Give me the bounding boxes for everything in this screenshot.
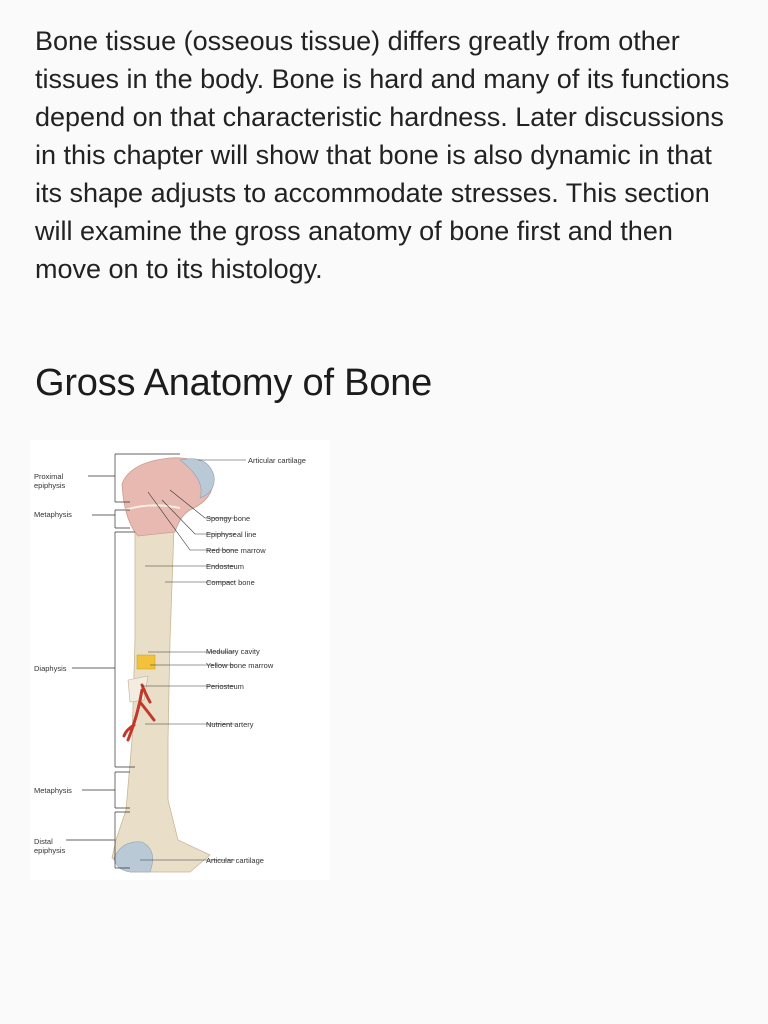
label-proximal-epiphysis: Proximal [34, 472, 64, 481]
label-endosteum: Endosteum [206, 562, 244, 571]
label-proximal-epiphysis-2: epiphysis [34, 481, 66, 490]
yellow-marrow-shape [137, 655, 155, 669]
label-yellow-bone-marrow: Yellow bone marrow [206, 661, 274, 670]
label-articular-cartilage-bottom: Articular cartilage [206, 856, 264, 865]
long-bone-diagram [30, 440, 330, 880]
label-nutrient-artery: Nutrient artery [206, 720, 254, 729]
label-articular-cartilage-top: Articular cartilage [248, 456, 306, 465]
label-red-bone-marrow: Red bone marrow [206, 546, 266, 555]
label-metaphysis-bottom: Metaphysis [34, 786, 72, 795]
label-medullary-cavity: Medullary cavity [206, 647, 260, 656]
intro-paragraph: Bone tissue (osseous tissue) differs greatly from other tissues in the body. Bone is hard and many of its functions depend on that characteristic hardness. Later discussions in this chapter will show that bone is also dynamic in that its shape adjusts to accommodate stresses. This section will examine the gross anatomy of bone first and then move on to its histology. [35, 26, 730, 284]
label-compact-bone: Compact bone [206, 578, 255, 587]
section-heading: Gross Anatomy of Bone [35, 362, 433, 404]
label-distal-epiphysis: Distal [34, 837, 53, 846]
label-spongy-bone: Spongy bone [206, 514, 251, 523]
label-epiphyseal-line: Epiphyseal line [206, 530, 257, 539]
label-metaphysis-top: Metaphysis [34, 510, 72, 519]
label-periosteum: Periosteum [206, 682, 244, 691]
bone-anatomy-figure [30, 440, 330, 880]
label-distal-epiphysis-2: epiphysis [34, 846, 66, 855]
label-diaphysis: Diaphysis [34, 664, 67, 673]
